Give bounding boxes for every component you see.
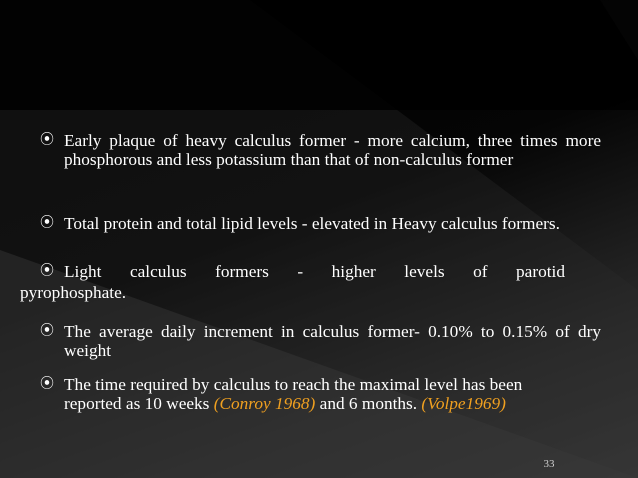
bullet-item-light-calculus: [40, 262, 565, 281]
bullet-item-time-required: [40, 375, 570, 413]
citation-conroy: (Conroy 1968): [213, 394, 316, 413]
bullet-text: The average daily increment in calculus former- 0.10% to 0.15% of dry weight: [64, 322, 601, 360]
bullet-text-part: The time required by calculus to reach the maximal level has been reported as 10 weeks: [64, 375, 523, 413]
bullet-item-plaque: [40, 131, 601, 169]
bullet-text-part: and 6 months.: [315, 394, 422, 413]
bullet-icon: ⦿: [40, 132, 54, 148]
bullet-text: Early plaque of heavy calculus former - more calcium, three times more phosphorous and less potassium than that of non-calculus former: [64, 131, 601, 169]
bullet-item-daily-increment: [40, 322, 601, 360]
bullet-icon: ⦿: [40, 215, 54, 231]
bullet-icon: ⦿: [40, 323, 54, 339]
page-number: 33: [543, 458, 555, 470]
bullet-item-protein-lipid: [40, 214, 601, 233]
bullet-icon: ⦿: [40, 376, 54, 392]
bullet-text-line1: Light calculus formers - higher levels of parotid: [64, 262, 565, 281]
citation-volpe: (Volpe1969): [421, 394, 506, 413]
bullet-text: Total protein and total lipid levels - elevated in Heavy calculus formers.: [64, 214, 560, 233]
bullet-text: [64, 375, 570, 413]
bullet-text-line2: pyrophosphate.: [20, 283, 127, 302]
bullet-icon: ⦿: [40, 263, 54, 279]
